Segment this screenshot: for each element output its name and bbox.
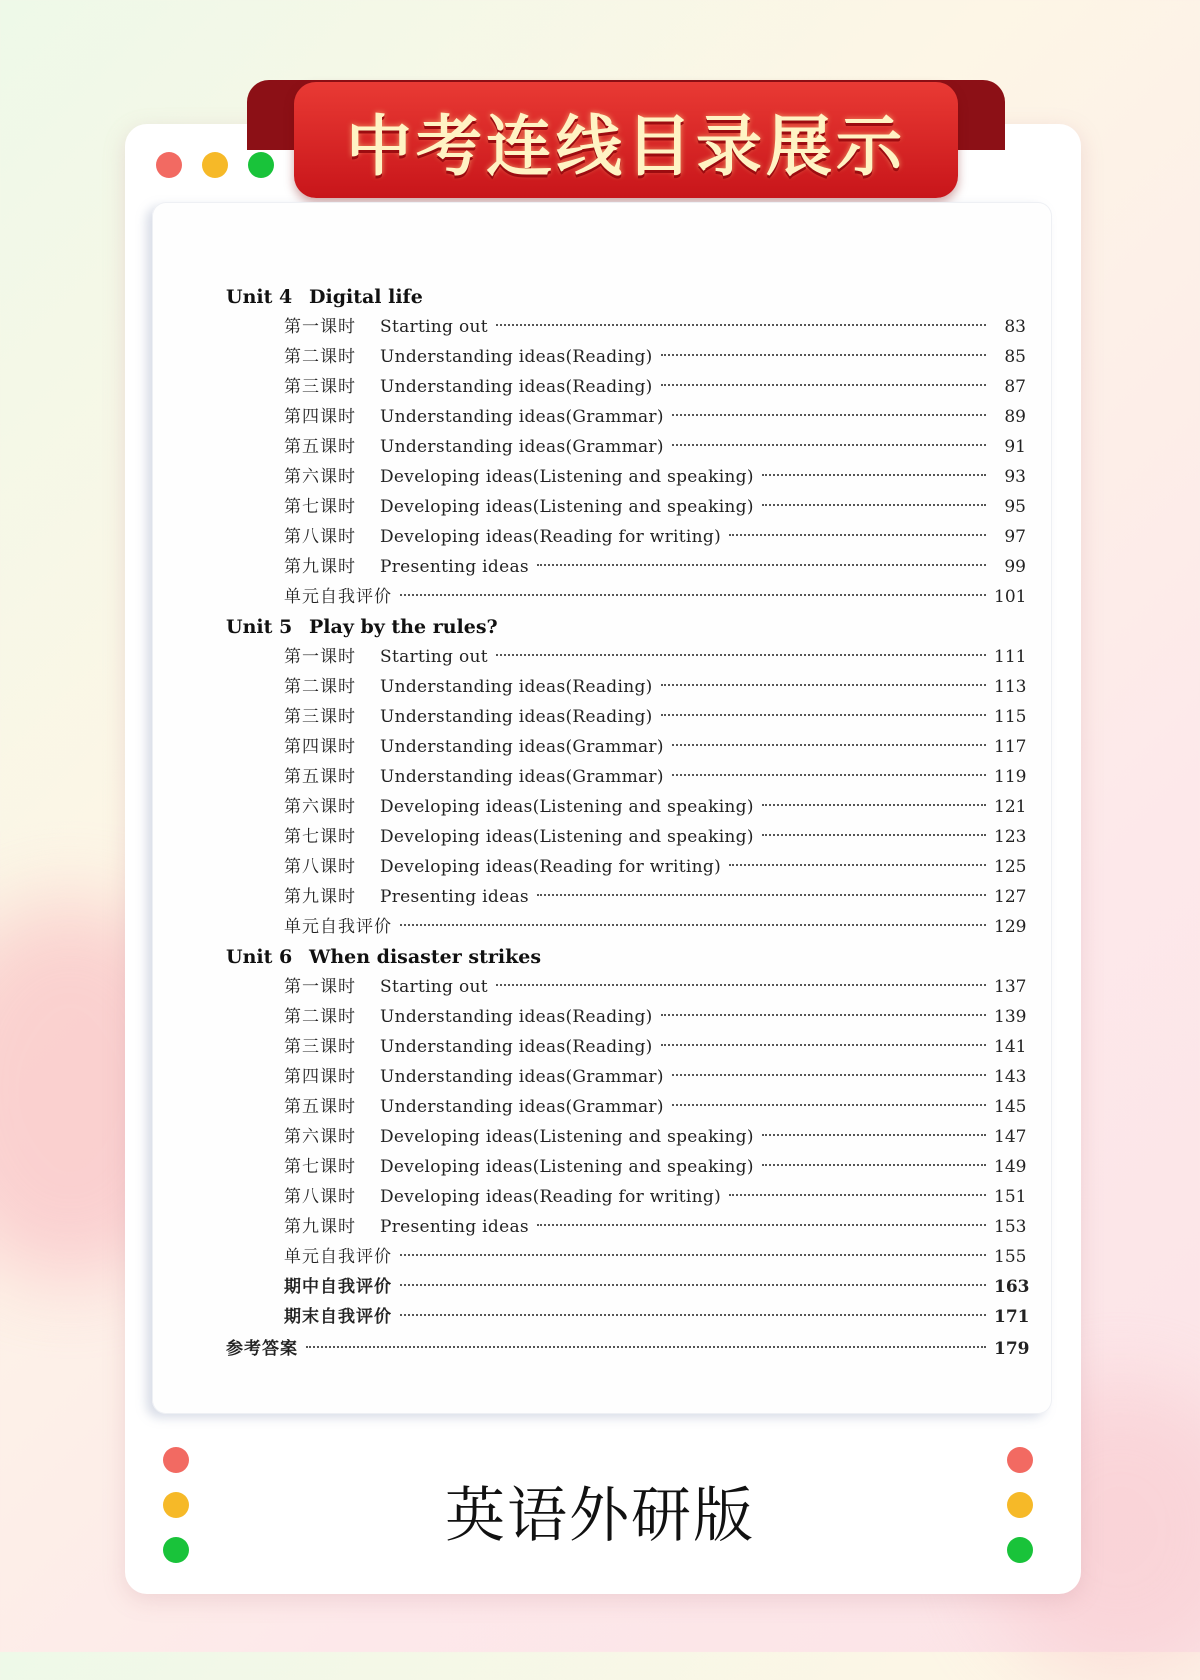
dot-leader	[729, 864, 986, 866]
entry-title: Developing ideas(Reading for writing)	[380, 857, 722, 877]
entry-page-number: 123	[994, 827, 1027, 847]
dot-leader	[661, 354, 986, 356]
edition-title: 英语外研版	[445, 1481, 755, 1551]
toc-entry[interactable]	[226, 1212, 1026, 1242]
entry-title: Understanding ideas(Reading)	[380, 347, 653, 367]
dot-leader	[762, 834, 986, 836]
toc-entry[interactable]	[226, 432, 1026, 462]
toc-entry[interactable]	[226, 492, 1026, 522]
dot-leader	[537, 564, 986, 566]
toc-entry[interactable]	[226, 1182, 1026, 1212]
entry-page-number: 101	[994, 587, 1027, 607]
dot-leader	[762, 1134, 986, 1136]
dot-leader	[672, 1104, 986, 1106]
entry-lesson-label: 参考答案	[226, 1339, 298, 1359]
entry-page-number: 89	[1004, 407, 1026, 427]
header-ribbon	[294, 82, 958, 198]
unit-label: Unit 5	[226, 616, 293, 638]
entry-page-number: 155	[994, 1247, 1027, 1267]
entry-page-number: 125	[994, 857, 1027, 877]
entry-lesson-label: 第九课时	[284, 887, 356, 907]
entry-page-number: 121	[994, 797, 1027, 817]
dot-leader	[400, 1314, 986, 1316]
toc-entry[interactable]	[226, 1334, 1030, 1364]
dot-leader	[661, 684, 986, 686]
dot-leader	[762, 474, 986, 476]
unit-heading	[226, 612, 1026, 642]
toc-entry[interactable]	[226, 312, 1026, 342]
entry-title: Understanding ideas(Grammar)	[380, 1097, 664, 1117]
entry-title: Understanding ideas(Reading)	[380, 1037, 653, 1057]
entry-title: Understanding ideas(Reading)	[380, 677, 653, 697]
dot-leader	[729, 534, 986, 536]
entry-lesson-label: 第六课时	[284, 1127, 356, 1147]
entry-page-number: 171	[994, 1307, 1030, 1327]
entry-title: Developing ideas(Listening and speaking)	[380, 1157, 754, 1177]
toc-entry[interactable]	[226, 1032, 1026, 1062]
entry-lesson-label: 第一课时	[284, 317, 356, 337]
toc-entry[interactable]	[226, 372, 1026, 402]
entry-page-number: 153	[994, 1217, 1027, 1237]
entry-title: Understanding ideas(Grammar)	[380, 767, 664, 787]
entry-title: Understanding ideas(Grammar)	[380, 1067, 664, 1087]
entry-lesson-label: 第九课时	[284, 1217, 356, 1237]
entry-title: Understanding ideas(Grammar)	[380, 737, 664, 757]
entry-page-number: 85	[1004, 347, 1026, 367]
entry-lesson-label: 第一课时	[284, 647, 356, 667]
entry-page-number: 95	[1004, 497, 1026, 517]
entry-page-number: 97	[1004, 527, 1026, 547]
toc-entry[interactable]	[226, 702, 1026, 732]
dot-leader	[400, 594, 986, 596]
entry-lesson-label: 第四课时	[284, 737, 356, 757]
yellow-dot-icon	[202, 152, 228, 178]
toc-entry[interactable]	[226, 342, 1026, 372]
toc-entry[interactable]	[226, 462, 1026, 492]
entry-page-number: 119	[994, 767, 1027, 787]
entry-title: Understanding ideas(Reading)	[380, 377, 653, 397]
entry-title: Developing ideas(Listening and speaking)	[380, 827, 754, 847]
entry-title: Developing ideas(Listening and speaking)	[380, 797, 754, 817]
entry-title: Starting out	[380, 647, 488, 667]
toc-entry[interactable]	[226, 732, 1026, 762]
toc-entry[interactable]	[226, 522, 1026, 552]
entry-lesson-label: 单元自我评价	[284, 587, 392, 607]
toc-entry[interactable]	[226, 1272, 1030, 1302]
entry-page-number: 113	[994, 677, 1027, 697]
dot-leader	[400, 1254, 986, 1256]
toc-entry[interactable]	[226, 402, 1026, 432]
entry-lesson-label: 第六课时	[284, 467, 356, 487]
entry-lesson-label: 第一课时	[284, 977, 356, 997]
unit-title: Digital life	[309, 286, 423, 308]
toc-entry[interactable]	[226, 852, 1026, 882]
entry-lesson-label: 第四课时	[284, 407, 356, 427]
entry-lesson-label: 第八课时	[284, 857, 356, 877]
entry-title: Developing ideas(Listening and speaking)	[380, 497, 754, 517]
dot-leader	[496, 654, 986, 656]
entry-page-number: 115	[994, 707, 1027, 727]
dot-leader	[537, 1224, 986, 1226]
dot-leader	[496, 324, 986, 326]
red-dot-icon	[156, 152, 182, 178]
dot-leader	[496, 984, 986, 986]
entry-title: Understanding ideas(Grammar)	[380, 407, 664, 427]
entry-lesson-label: 第八课时	[284, 527, 356, 547]
toc-entry[interactable]	[226, 1002, 1026, 1032]
entry-lesson-label: 第五课时	[284, 437, 356, 457]
entry-title: Presenting ideas	[380, 887, 529, 907]
dot-leader	[672, 1074, 986, 1076]
entry-page-number: 151	[994, 1187, 1027, 1207]
dot-leader	[762, 1164, 986, 1166]
entry-lesson-label: 第五课时	[284, 767, 356, 787]
entry-title: Understanding ideas(Reading)	[380, 707, 653, 727]
entry-title: Developing ideas(Reading for writing)	[380, 527, 722, 547]
toc-entry[interactable]	[226, 912, 1026, 942]
entry-title: Presenting ideas	[380, 1217, 529, 1237]
dot-leader	[400, 924, 986, 926]
entry-lesson-label: 第二课时	[284, 1007, 356, 1027]
entry-page-number: 145	[994, 1097, 1027, 1117]
entry-lesson-label: 单元自我评价	[284, 917, 392, 937]
entry-page-number: 117	[994, 737, 1027, 757]
unit-title: Play by the rules?	[309, 616, 498, 638]
dot-leader	[661, 1044, 986, 1046]
dot-leader	[672, 444, 986, 446]
toc-entry[interactable]	[226, 822, 1026, 852]
unit-heading	[226, 942, 1026, 972]
entry-page-number: 147	[994, 1127, 1027, 1147]
toc-entry[interactable]	[226, 1302, 1030, 1332]
dot-leader	[661, 714, 986, 716]
unit-label: Unit 4	[226, 286, 293, 308]
toc-entry[interactable]	[226, 552, 1026, 582]
toc-entry[interactable]	[226, 1062, 1026, 1092]
entry-lesson-label: 第二课时	[284, 677, 356, 697]
dot-leader	[661, 1014, 986, 1016]
entry-lesson-label: 第七课时	[284, 1157, 356, 1177]
entry-page-number: 141	[994, 1037, 1027, 1057]
entry-page-number: 111	[994, 647, 1027, 667]
dot-leader	[672, 414, 986, 416]
entry-page-number: 127	[994, 887, 1027, 907]
entry-lesson-label: 第三课时	[284, 377, 356, 397]
entry-lesson-label: 期中自我评价	[284, 1277, 392, 1297]
toc-entry[interactable]	[226, 762, 1026, 792]
dot-leader	[672, 744, 986, 746]
entry-page-number: 91	[1004, 437, 1026, 457]
toc-entry[interactable]	[226, 672, 1026, 702]
entry-page-number: 143	[994, 1067, 1027, 1087]
entry-page-number: 129	[994, 917, 1027, 937]
dot-leader	[672, 774, 986, 776]
toc-entry[interactable]	[226, 642, 1026, 672]
entry-title: Presenting ideas	[380, 557, 529, 577]
toc-entry[interactable]	[226, 792, 1026, 822]
entry-title: Developing ideas(Listening and speaking)	[380, 467, 754, 487]
dot-leader	[661, 384, 986, 386]
entry-page-number: 87	[1004, 377, 1026, 397]
dot-leader	[400, 1284, 986, 1286]
green-dot-icon	[248, 152, 274, 178]
entry-title: Developing ideas(Listening and speaking)	[380, 1127, 754, 1147]
entry-page-number: 179	[994, 1339, 1030, 1359]
entry-title: Understanding ideas(Reading)	[380, 1007, 653, 1027]
entry-page-number: 99	[1004, 557, 1026, 577]
dot-leader	[729, 1194, 986, 1196]
entry-lesson-label: 第五课时	[284, 1097, 356, 1117]
entry-title: Developing ideas(Reading for writing)	[380, 1187, 722, 1207]
entry-lesson-label: 第九课时	[284, 557, 356, 577]
entry-page-number: 149	[994, 1157, 1027, 1177]
entry-title: Understanding ideas(Grammar)	[380, 437, 664, 457]
unit-title: When disaster strikes	[309, 946, 542, 968]
entry-page-number: 139	[994, 1007, 1027, 1027]
unit-label: Unit 6	[226, 946, 293, 968]
entry-lesson-label: 第四课时	[284, 1067, 356, 1087]
dot-leader	[762, 804, 986, 806]
dot-leader	[537, 894, 986, 896]
toc-entry[interactable]	[226, 582, 1026, 612]
toc-entry[interactable]	[226, 882, 1026, 912]
entry-lesson-label: 期末自我评价	[284, 1307, 392, 1327]
entry-lesson-label: 第二课时	[284, 347, 356, 367]
toc-entry[interactable]	[226, 1242, 1026, 1272]
entry-lesson-label: 单元自我评价	[284, 1247, 392, 1267]
entry-lesson-label: 第三课时	[284, 1037, 356, 1057]
toc-entry[interactable]	[226, 972, 1026, 1002]
entry-page-number: 83	[1004, 317, 1026, 337]
dot-leader	[306, 1346, 986, 1348]
toc-entry[interactable]	[226, 1122, 1026, 1152]
page-title: 中考连线目录展示	[346, 107, 906, 185]
entry-lesson-label: 第七课时	[284, 827, 356, 847]
unit-heading	[226, 282, 1026, 312]
entry-title: Starting out	[380, 977, 488, 997]
toc-entry[interactable]	[226, 1092, 1026, 1122]
entry-page-number: 93	[1004, 467, 1026, 487]
entry-page-number: 163	[994, 1277, 1030, 1297]
table-of-contents	[226, 282, 1030, 1364]
dot-leader	[762, 504, 986, 506]
entry-lesson-label: 第六课时	[284, 797, 356, 817]
entry-lesson-label: 第三课时	[284, 707, 356, 727]
window-dots	[156, 152, 274, 178]
entry-title: Starting out	[380, 317, 488, 337]
toc-entry[interactable]	[226, 1152, 1026, 1182]
entry-lesson-label: 第七课时	[284, 497, 356, 517]
entry-page-number: 137	[994, 977, 1027, 997]
entry-lesson-label: 第八课时	[284, 1187, 356, 1207]
